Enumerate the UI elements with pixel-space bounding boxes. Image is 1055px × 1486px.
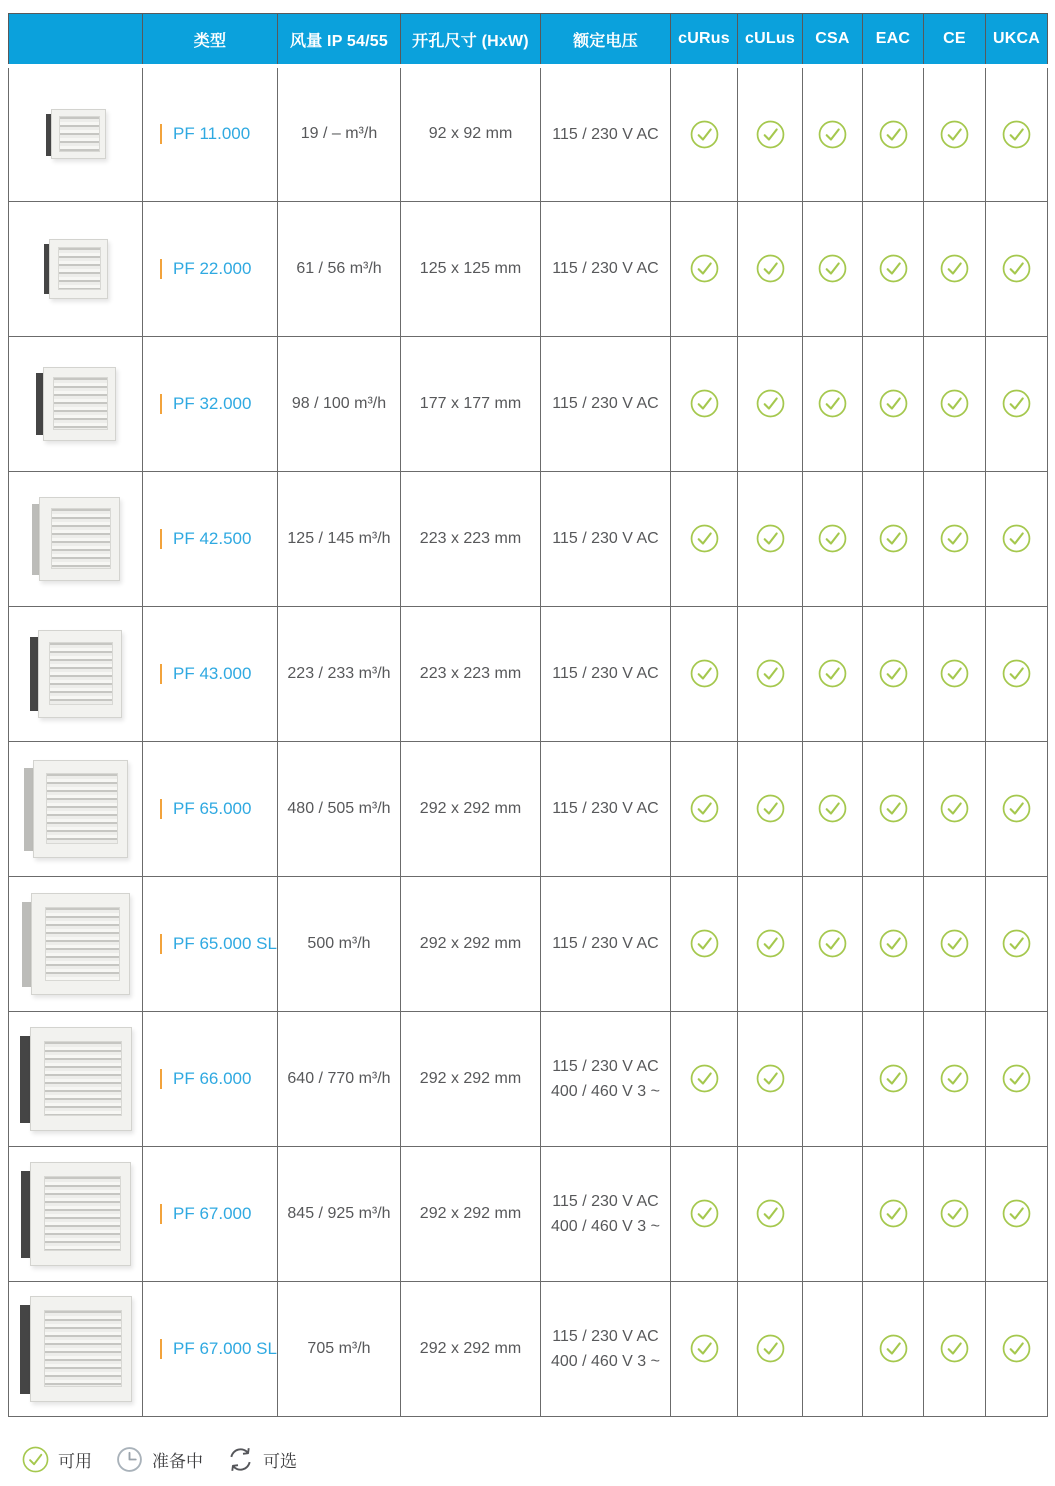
column-header-CE: CE	[924, 14, 986, 67]
check-circle-icon	[677, 659, 731, 688]
cert-cell-EAC	[863, 66, 924, 201]
check-circle-icon	[744, 1064, 796, 1093]
cert-cell-cURus	[671, 1281, 738, 1416]
check-circle-icon	[992, 1334, 1041, 1363]
cutout-cell: 223 x 223 mm	[401, 471, 541, 606]
fan-louvers	[51, 508, 112, 569]
voltage-cell	[541, 471, 671, 606]
product-type-link[interactable]: PF 66.000	[173, 1068, 252, 1088]
fan-louvers	[44, 1041, 122, 1117]
cert-cell-UKCA	[986, 336, 1048, 471]
voltage-cell	[541, 1011, 671, 1146]
legend-label: 可选	[263, 1452, 297, 1471]
check-circle-icon	[809, 524, 856, 553]
check-circle-icon	[809, 389, 856, 418]
check-circle-icon	[809, 929, 856, 958]
voltage-cell	[541, 201, 671, 336]
cert-cell-UKCA	[986, 1011, 1048, 1146]
legend	[22, 1446, 297, 1473]
filter-fan-photo	[32, 497, 120, 581]
accent-bar	[160, 664, 162, 684]
check-circle-icon	[930, 389, 979, 418]
product-image-cell	[9, 66, 143, 201]
fan-frame	[51, 109, 106, 159]
filter-fan-photo	[46, 109, 106, 159]
accent-bar	[160, 1204, 162, 1224]
check-circle-icon	[992, 120, 1041, 149]
cert-cell-CSA	[803, 66, 863, 201]
product-image-cell	[9, 1011, 143, 1146]
accent-bar	[160, 394, 162, 414]
check-circle-icon	[992, 1199, 1041, 1228]
product-type-link[interactable]: PF 22.000	[173, 258, 252, 278]
voltage-cell	[541, 1281, 671, 1416]
cert-cell-cULus	[738, 1146, 803, 1281]
accent-bar	[160, 799, 162, 819]
check-circle-icon	[677, 389, 731, 418]
check-circle-icon	[869, 120, 917, 149]
fan-louvers	[44, 1310, 122, 1387]
check-circle-icon	[992, 389, 1041, 418]
check-circle-icon	[744, 524, 796, 553]
legend-item	[116, 1446, 203, 1473]
type-cell	[143, 201, 278, 336]
cert-cell-cULus	[738, 471, 803, 606]
check-circle-icon	[809, 659, 856, 688]
column-header-voltage: 额定电压	[541, 14, 671, 67]
voltage-line: 115 / 230 V AC	[552, 1057, 659, 1075]
cert-cell-CE	[924, 1011, 986, 1146]
type-cell	[143, 1011, 278, 1146]
voltage-line: 115 / 230 V AC	[552, 800, 659, 817]
cert-cell-CE	[924, 201, 986, 336]
filter-fan-product-table	[8, 13, 1048, 1417]
filter-fan-photo	[24, 760, 128, 858]
airflow-cell: 500 m³/h	[278, 876, 401, 1011]
accent-bar	[160, 1069, 162, 1089]
product-type-link[interactable]: PF 42.500	[173, 528, 252, 548]
check-circle-icon	[744, 389, 796, 418]
check-circle-icon	[992, 254, 1041, 283]
filter-fan-photo	[44, 239, 108, 299]
voltage-cell	[541, 1146, 671, 1281]
airflow-cell: 640 / 770 m³/h	[278, 1011, 401, 1146]
product-image-cell	[9, 741, 143, 876]
cutout-cell: 292 x 292 mm	[401, 1011, 541, 1146]
cert-cell-UKCA	[986, 1281, 1048, 1416]
voltage-line: 115 / 230 V AC	[552, 935, 659, 952]
fan-louvers	[58, 247, 102, 290]
check-circle-icon	[930, 659, 979, 688]
header-row	[9, 14, 1048, 67]
cert-cell-cURus	[671, 741, 738, 876]
refresh-icon	[227, 1446, 254, 1473]
fan-frame	[49, 239, 107, 299]
check-circle-icon	[992, 524, 1041, 553]
cert-cell-CE	[924, 336, 986, 471]
cert-cell-cURus	[671, 876, 738, 1011]
check-circle-icon	[744, 1334, 796, 1363]
product-image-cell	[9, 471, 143, 606]
fan-frame	[30, 1296, 132, 1402]
cert-cell-CSA	[803, 876, 863, 1011]
voltage-cell	[541, 741, 671, 876]
cert-cell-cURus	[671, 1146, 738, 1281]
type-cell	[143, 1281, 278, 1416]
cert-cell-EAC	[863, 471, 924, 606]
cert-cell-EAC	[863, 741, 924, 876]
check-circle-icon	[677, 120, 731, 149]
table-row	[9, 66, 1048, 201]
column-header-airflow: 风量 IP 54/55	[278, 14, 401, 67]
cert-cell-cULus	[738, 201, 803, 336]
airflow-cell: 705 m³/h	[278, 1281, 401, 1416]
check-circle-icon	[930, 254, 979, 283]
table-row	[9, 471, 1048, 606]
column-header-CSA: CSA	[803, 14, 863, 67]
voltage-line: 115 / 230 V AC	[552, 260, 659, 277]
check-circle-icon	[992, 929, 1041, 958]
check-circle-icon	[869, 929, 917, 958]
voltage-line: 115 / 230 V AC	[552, 125, 659, 143]
voltage-cell	[541, 606, 671, 741]
cert-cell-CE	[924, 471, 986, 606]
voltage-line: 115 / 230 V AC	[552, 665, 659, 682]
type-cell	[143, 471, 278, 606]
product-image-cell	[9, 1281, 143, 1416]
cert-cell-CSA	[803, 741, 863, 876]
table-row	[9, 201, 1048, 336]
cert-cell-CE	[924, 1146, 986, 1281]
fan-louvers	[44, 1176, 121, 1252]
check-circle-icon	[930, 929, 979, 958]
check-circle-icon	[930, 794, 979, 823]
check-circle-icon	[992, 794, 1041, 823]
check-circle-icon	[869, 1199, 917, 1228]
fan-louvers	[46, 773, 118, 844]
cert-cell-cURus	[671, 471, 738, 606]
column-header-EAC: EAC	[863, 14, 924, 67]
airflow-cell: 845 / 925 m³/h	[278, 1146, 401, 1281]
legend-label: 准备中	[152, 1452, 203, 1471]
product-image-cell	[9, 336, 143, 471]
cert-cell-CE	[924, 66, 986, 201]
cert-cell-cULus	[738, 1281, 803, 1416]
check-circle-icon	[869, 1064, 917, 1093]
check-circle-icon	[930, 524, 979, 553]
accent-bar	[160, 124, 162, 144]
cert-cell-CSA	[803, 606, 863, 741]
check-circle-icon	[992, 659, 1041, 688]
cert-cell-CE	[924, 876, 986, 1011]
check-circle-icon	[869, 1334, 917, 1363]
check-circle-icon	[677, 524, 731, 553]
voltage-cell	[541, 336, 671, 471]
table-body	[9, 66, 1048, 1416]
cutout-cell: 292 x 292 mm	[401, 1146, 541, 1281]
fan-frame	[30, 1162, 130, 1266]
cutout-cell: 92 x 92 mm	[401, 66, 541, 201]
table-row	[9, 336, 1048, 471]
check-circle-icon	[869, 389, 917, 418]
accent-bar	[160, 259, 162, 279]
cert-cell-CE	[924, 1281, 986, 1416]
airflow-cell: 19 / – m³/h	[278, 66, 401, 201]
cert-cell-CSA	[803, 1011, 863, 1146]
cert-cell-UKCA	[986, 741, 1048, 876]
cert-cell-UKCA	[986, 1146, 1048, 1281]
cert-cell-UKCA	[986, 876, 1048, 1011]
product-image-cell	[9, 876, 143, 1011]
check-circle-icon	[744, 254, 796, 283]
cutout-cell: 292 x 292 mm	[401, 741, 541, 876]
check-circle-icon	[677, 1064, 731, 1093]
product-type-link[interactable]: PF 65.000	[173, 798, 252, 818]
check-circle-icon	[869, 659, 917, 688]
voltage-line: 115 / 230 V AC	[552, 395, 659, 412]
airflow-cell: 480 / 505 m³/h	[278, 741, 401, 876]
check-circle-icon	[22, 1446, 49, 1473]
voltage-line: 400 / 460 V 3 ~	[551, 1217, 660, 1235]
check-circle-icon	[677, 1334, 731, 1363]
check-circle-icon	[930, 1334, 979, 1363]
check-circle-icon	[744, 929, 796, 958]
type-cell	[143, 876, 278, 1011]
fan-frame	[33, 760, 128, 858]
accent-bar	[160, 1339, 162, 1359]
cert-cell-CSA	[803, 201, 863, 336]
column-header-UKCA: UKCA	[986, 14, 1048, 67]
product-type-link[interactable]: PF 67.000 SL	[173, 1338, 277, 1358]
type-cell	[143, 66, 278, 201]
check-circle-icon	[744, 659, 796, 688]
cert-cell-cULus	[738, 606, 803, 741]
type-cell	[143, 1146, 278, 1281]
check-circle-icon	[930, 1064, 979, 1093]
airflow-cell: 61 / 56 m³/h	[278, 201, 401, 336]
type-cell	[143, 606, 278, 741]
product-type-link[interactable]: PF 11.000	[173, 124, 251, 144]
filter-fan-photo	[36, 367, 116, 441]
column-header-type: 类型	[143, 14, 278, 67]
product-image-cell	[9, 1146, 143, 1281]
clock-icon	[116, 1446, 143, 1473]
cert-cell-EAC	[863, 606, 924, 741]
check-circle-icon	[744, 120, 796, 149]
cert-cell-cURus	[671, 336, 738, 471]
voltage-line: 115 / 230 V AC	[552, 1192, 659, 1210]
check-circle-icon	[677, 254, 731, 283]
table-row	[9, 741, 1048, 876]
check-circle-icon	[744, 1199, 796, 1228]
voltage-line: 400 / 460 V 3 ~	[551, 1082, 660, 1100]
cutout-cell: 292 x 292 mm	[401, 876, 541, 1011]
cutout-cell: 177 x 177 mm	[401, 336, 541, 471]
check-circle-icon	[930, 1199, 979, 1228]
cert-cell-UKCA	[986, 66, 1048, 201]
check-circle-icon	[992, 1064, 1041, 1093]
cert-cell-CSA	[803, 1281, 863, 1416]
cert-cell-cURus	[671, 1011, 738, 1146]
airflow-cell: 98 / 100 m³/h	[278, 336, 401, 471]
product-image-cell	[9, 201, 143, 336]
cert-cell-CSA	[803, 471, 863, 606]
check-circle-icon	[869, 524, 917, 553]
column-header-cURus: cURus	[671, 14, 738, 67]
table-row	[9, 1011, 1048, 1146]
cert-cell-EAC	[863, 1281, 924, 1416]
voltage-cell	[541, 876, 671, 1011]
table-row	[9, 1146, 1048, 1281]
cert-cell-UKCA	[986, 606, 1048, 741]
filter-fan-photo	[20, 1296, 132, 1402]
cert-cell-cULus	[738, 1011, 803, 1146]
cert-cell-CSA	[803, 1146, 863, 1281]
product-type-link[interactable]: PF 43.000	[173, 663, 252, 683]
check-circle-icon	[930, 120, 979, 149]
cert-cell-cULus	[738, 876, 803, 1011]
column-header-cutout: 开孔尺寸 (HxW)	[401, 14, 541, 67]
filter-fan-photo	[22, 893, 130, 995]
fan-frame	[31, 893, 129, 995]
fan-frame	[30, 1027, 132, 1131]
cert-cell-EAC	[863, 876, 924, 1011]
product-type-link[interactable]: PF 65.000 SL	[173, 933, 277, 953]
legend-item	[22, 1446, 92, 1473]
check-circle-icon	[744, 794, 796, 823]
column-header-image	[9, 14, 143, 67]
fan-louvers	[49, 642, 113, 706]
voltage-cell	[541, 66, 671, 201]
type-cell	[143, 336, 278, 471]
check-circle-icon	[869, 794, 917, 823]
cert-cell-CSA	[803, 336, 863, 471]
check-circle-icon	[677, 929, 731, 958]
cutout-cell: 125 x 125 mm	[401, 201, 541, 336]
airflow-cell: 125 / 145 m³/h	[278, 471, 401, 606]
check-circle-icon	[677, 1199, 731, 1228]
product-image-cell	[9, 606, 143, 741]
cert-cell-UKCA	[986, 471, 1048, 606]
fan-louvers	[59, 116, 100, 152]
voltage-line: 400 / 460 V 3 ~	[551, 1352, 660, 1370]
check-circle-icon	[677, 794, 731, 823]
fan-louvers	[53, 377, 108, 430]
legend-item	[227, 1446, 297, 1473]
check-circle-icon	[869, 254, 917, 283]
accent-bar	[160, 529, 162, 549]
cert-cell-cURus	[671, 66, 738, 201]
table-row	[9, 876, 1048, 1011]
check-circle-icon	[809, 120, 856, 149]
check-circle-icon	[809, 254, 856, 283]
check-circle-icon	[809, 794, 856, 823]
cert-cell-cURus	[671, 201, 738, 336]
cert-cell-EAC	[863, 1011, 924, 1146]
filter-fan-photo	[20, 1027, 132, 1131]
cert-cell-EAC	[863, 1146, 924, 1281]
cert-cell-cULus	[738, 66, 803, 201]
cutout-cell: 223 x 223 mm	[401, 606, 541, 741]
product-type-link[interactable]: PF 67.000	[173, 1203, 252, 1223]
table-row	[9, 1281, 1048, 1416]
legend-label: 可用	[58, 1452, 92, 1471]
airflow-cell: 223 / 233 m³/h	[278, 606, 401, 741]
type-cell	[143, 741, 278, 876]
fan-frame	[43, 367, 116, 441]
cert-cell-cURus	[671, 606, 738, 741]
cutout-cell: 292 x 292 mm	[401, 1281, 541, 1416]
fan-frame	[39, 497, 119, 581]
accent-bar	[160, 934, 162, 954]
voltage-line: 115 / 230 V AC	[552, 530, 659, 547]
product-type-link[interactable]: PF 32.000	[173, 393, 252, 413]
cert-cell-cULus	[738, 336, 803, 471]
fan-louvers	[45, 907, 120, 981]
cert-cell-cULus	[738, 741, 803, 876]
cert-cell-EAC	[863, 336, 924, 471]
cert-cell-EAC	[863, 201, 924, 336]
cert-cell-CE	[924, 741, 986, 876]
fan-frame	[38, 630, 122, 718]
table-row	[9, 606, 1048, 741]
voltage-line: 115 / 230 V AC	[552, 1327, 659, 1345]
column-header-cULus: cULus	[738, 14, 803, 67]
filter-fan-photo	[30, 630, 122, 718]
cert-cell-CE	[924, 606, 986, 741]
cert-cell-UKCA	[986, 201, 1048, 336]
filter-fan-photo	[21, 1162, 131, 1266]
